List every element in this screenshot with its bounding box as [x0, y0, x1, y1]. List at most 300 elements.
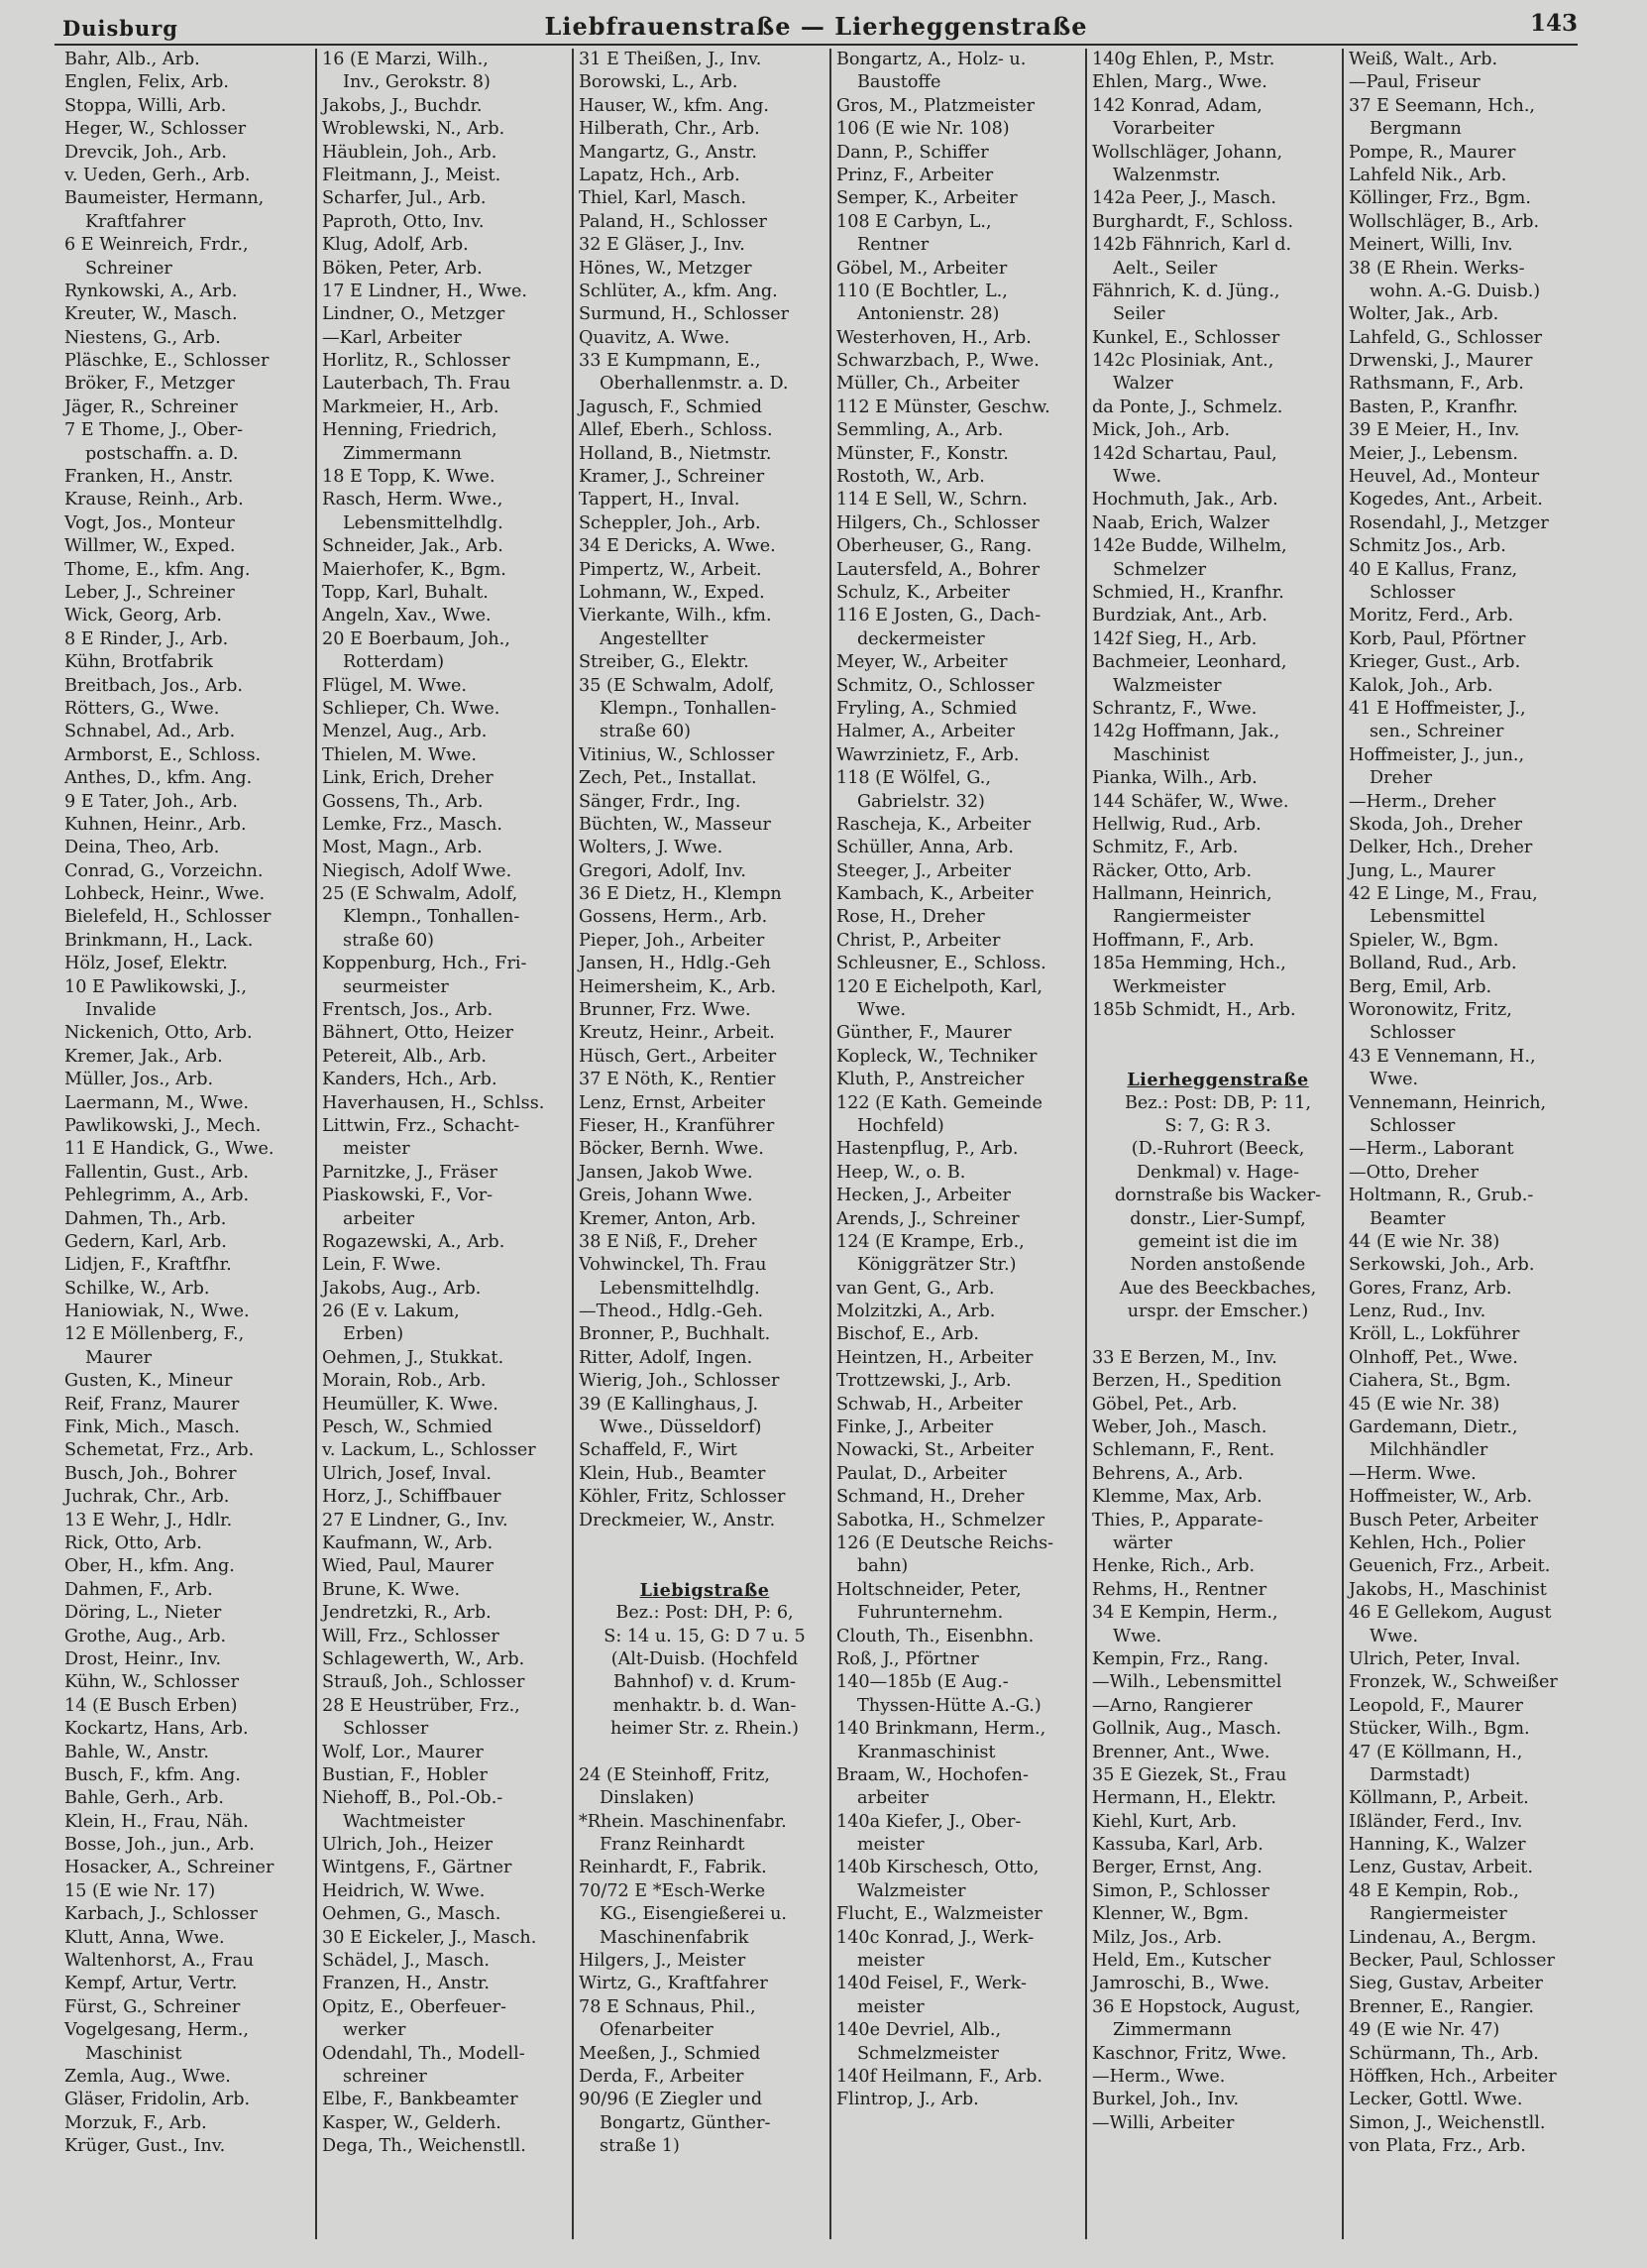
directory-entry: 24 (E Steinhoff, Fritz, — [579, 1764, 770, 1785]
directory-entry: Lahfeld, G., Schlosser — [1349, 327, 1543, 348]
entry-continuation: Schlosser — [1370, 582, 1456, 603]
directory-entry: Jagusch, F., Schmied — [579, 397, 762, 417]
directory-entry: Odendahl, Th., Modell- — [322, 2043, 525, 2064]
directory-entry: Woronowitz, Fritz, — [1349, 1000, 1512, 1021]
directory-entry: Kreuter, W., Masch. — [64, 304, 238, 325]
directory-entry: Juchrak, Chr., Arb. — [64, 1487, 230, 1508]
directory-entry: Olnhoff, Pet., Wwe. — [1349, 1347, 1518, 1368]
directory-entry: Gollnik, Aug., Masch. — [1092, 1719, 1282, 1740]
directory-entry: Greis, Johann Wwe. — [579, 1186, 753, 1206]
directory-entry: Mangartz, G., Anstr. — [579, 142, 757, 163]
directory-entry: Göbel, Pet., Arb. — [1092, 1394, 1238, 1415]
directory-entry: Bähnert, Otto, Heizer — [322, 1023, 513, 1044]
directory-entry: Rosendahl, J., Metzger — [1349, 512, 1549, 533]
directory-entry: Dega, Th., Weichenstll. — [322, 2136, 526, 2157]
directory-entry: Flügel, M. Wwe. — [322, 675, 467, 696]
entry-continuation: straße 1) — [600, 2136, 680, 2157]
directory-entry: Jäger, R., Schreiner — [64, 397, 238, 417]
blank-line — [1087, 1046, 1349, 1069]
directory-entry: Lahfeld Nik., Arb. — [1349, 165, 1507, 185]
directory-entry: —Theod., Hdlg.-Geh. — [579, 1302, 764, 1322]
directory-entry: 39 (E Kallinghaus, J. — [579, 1394, 759, 1415]
directory-entry: 38 (E Rhein. Werks- — [1349, 258, 1525, 279]
directory-entry: Lidjen, F., Kraftfhr. — [64, 1255, 232, 1276]
street-heading: Lierheggenstraße — [1127, 1070, 1309, 1091]
directory-entry: Gossens, Th., Arb. — [322, 791, 484, 812]
directory-entry: Schlemann, F., Rent. — [1092, 1440, 1275, 1461]
directory-entry: Lapatz, Hch., Arb. — [579, 165, 740, 185]
directory-entry: Wolf, Lor., Maurer — [322, 1742, 484, 1762]
directory-entry: Molzitzki, A., Arb. — [836, 1302, 996, 1322]
directory-entry: Hilgers, Ch., Schlosser — [836, 512, 1040, 533]
entry-continuation: Thyssen-Hütte A.-G.) — [857, 1695, 1042, 1716]
directory-entry: Clouth, Th., Eisenbhn. — [836, 1626, 1035, 1646]
directory-entry: Kempin, Frz., Rang. — [1092, 1648, 1269, 1669]
directory-entry: Jansen, Jakob Wwe. — [579, 1162, 753, 1183]
directory-entry: Lemke, Frz., Masch. — [322, 814, 503, 835]
directory-entry: Meinert, Willi, Inv. — [1349, 235, 1513, 256]
directory-entry: Kremer, Anton, Arb. — [579, 1208, 756, 1229]
column-6 — [1342, 49, 1605, 2239]
directory-entry: Jendretzki, R., Arb. — [322, 1603, 492, 1624]
directory-entry: Hecken, J., Arbeiter — [836, 1186, 1011, 1206]
directory-entry: Krieger, Gust., Arb. — [1349, 652, 1521, 673]
directory-entry: Kempf, Artur, Vertr. — [64, 1974, 238, 1994]
directory-entry: Kassuba, Karl, Arb. — [1092, 1835, 1263, 1856]
directory-entry: 122 (E Kath. Gemeinde — [836, 1092, 1043, 1113]
directory-entry: Thielen, M. Wwe. — [322, 744, 478, 765]
directory-entry: Breitbach, Jos., Arb. — [64, 675, 243, 696]
directory-entry: Schlagewerth, W., Arb. — [322, 1648, 525, 1669]
entry-continuation: Oberhallenmstr. a. D. — [600, 374, 789, 395]
directory-entry: Kaschnor, Fritz, Wwe. — [1092, 2043, 1287, 2064]
directory-entry: Leopold, F., Maurer — [1349, 1695, 1523, 1716]
directory-entry: Brunner, Frz. Wwe. — [579, 1000, 751, 1021]
directory-entry: 30 E Eickeler, J., Masch. — [322, 1927, 537, 1948]
entry-continuation: Walzer — [1113, 374, 1173, 395]
directory-entry: Münster, F., Konstr. — [836, 443, 1009, 464]
directory-entry: Zech, Pet., Installat. — [579, 768, 757, 789]
directory-entry: 45 (E wie Nr. 38) — [1349, 1394, 1500, 1415]
directory-entry: Willmer, W., Exped. — [64, 536, 236, 557]
directory-entry: Wroblewski, N., Arb. — [322, 119, 505, 140]
page-number: 143 — [1529, 10, 1578, 37]
blank-line — [1087, 1022, 1349, 1045]
entry-continuation: Seiler — [1113, 304, 1165, 325]
directory-entry: Englen, Felix, Arb. — [64, 72, 229, 93]
directory-entry: 142b Fähnrich, Karl d. — [1092, 235, 1292, 256]
directory-entry: Krüger, Gust., Inv. — [64, 2136, 226, 2157]
directory-entry: Jakobs, H., Maschinist — [1349, 1579, 1547, 1600]
blank-line — [574, 1742, 835, 1764]
directory-entry: Köllmann, P., Arbeit. — [1349, 1788, 1529, 1809]
entry-continuation: Kranmaschinist — [857, 1742, 996, 1762]
directory-entry: 18 E Topp, K. Wwe. — [322, 467, 495, 488]
entry-continuation: Schlosser — [343, 1719, 429, 1740]
directory-entry: —Paul, Friseur — [1349, 72, 1481, 93]
entry-continuation: meister — [857, 1835, 925, 1856]
directory-entry: Stoppa, Willi, Arb. — [64, 95, 227, 116]
directory-entry: Burghardt, F., Schloss. — [1092, 211, 1294, 232]
directory-entry: Kalok, Joh., Arb. — [1349, 675, 1493, 696]
directory-entry: Littwin, Frz., Schacht- — [322, 1115, 520, 1136]
directory-entry: Wied, Paul, Maurer — [322, 1556, 494, 1577]
directory-entry: Haniowiak, N., Wwe. — [64, 1302, 250, 1322]
directory-entry: 142f Sieg, H., Arb. — [1092, 628, 1258, 649]
directory-entry: Ulrich, Joh., Heizer — [322, 1835, 494, 1856]
entry-continuation: meister — [343, 1139, 410, 1160]
entry-continuation: Schreiner — [85, 258, 172, 279]
directory-entry: Hoffmann, F., Arb. — [1092, 930, 1255, 951]
directory-entry: 44 (E wie Nr. 38) — [1349, 1231, 1500, 1252]
directory-entry: —Herm., Dreher — [1349, 791, 1496, 812]
directory-entry: Bustian, F., Hobler — [322, 1764, 488, 1785]
directory-entry: Markmeier, H., Arb. — [322, 397, 499, 417]
directory-entry: Weiß, Walt., Arb. — [1349, 50, 1498, 69]
directory-entry: Gardemann, Dietr., — [1349, 1418, 1518, 1438]
entry-continuation: Walzmeister — [857, 1880, 966, 1901]
entry-continuation: Walzenmstr. — [1113, 165, 1221, 185]
directory-entry: Kramer, J., Schreiner — [579, 467, 765, 488]
directory-entry: Holland, B., Nietmstr. — [579, 443, 772, 464]
directory-entry: —Wilh., Lebensmittel — [1092, 1672, 1282, 1693]
entry-continuation: meister — [857, 1951, 925, 1972]
directory-entry: Wolters, J. Wwe. — [579, 838, 723, 858]
directory-entry: Most, Magn., Arb. — [322, 838, 483, 858]
directory-entry: Brinkmann, H., Lack. — [64, 930, 254, 951]
street-description-line: Bahnhof) v. d. Krum- — [613, 1672, 796, 1693]
directory-entry: Fieser, H., Kranführer — [579, 1115, 775, 1136]
directory-entry: 116 E Josten, G., Dach- — [836, 606, 1042, 626]
directory-entry: 112 E Münster, Geschw. — [836, 397, 1050, 417]
directory-entry: Klein, Hub., Beamter — [579, 1463, 766, 1484]
directory-entry: —Willi, Arbeiter — [1092, 2112, 1235, 2133]
directory-entry: Simon, P., Schlosser — [1092, 1880, 1269, 1901]
directory-entry: Sänger, Frdr., Ing. — [579, 791, 741, 812]
directory-entry: 140c Konrad, J., Werk- — [836, 1927, 1035, 1948]
entry-continuation: schreiner — [343, 2066, 427, 2087]
column-5 — [1085, 49, 1349, 2239]
directory-entry: Borowski, L., Arb. — [579, 72, 738, 93]
directory-entry: Flucht, E., Walzmeister — [836, 1904, 1043, 1925]
directory-entry: 8 E Rinder, J., Arb. — [64, 628, 229, 649]
directory-entry: Klug, Adolf, Arb. — [322, 235, 469, 256]
directory-entry: Becker, Paul, Schlosser — [1349, 1951, 1555, 1972]
directory-entry: Petereit, Alb., Arb. — [322, 1046, 487, 1067]
directory-entry: Brune, K. Wwe. — [322, 1579, 461, 1600]
directory-entry: Köhler, Fritz, Schlosser — [579, 1487, 786, 1508]
street-description-line: donstr., Lier-Sumpf, — [1130, 1208, 1306, 1229]
directory-entry: Günther, F., Maurer — [836, 1023, 1012, 1044]
entry-continuation: straße 60) — [600, 722, 692, 742]
directory-entry: Fleitmann, J., Meist. — [322, 165, 501, 185]
entry-continuation: wohn. A.-G. Duisb.) — [1370, 281, 1541, 301]
column-3 — [572, 49, 835, 2239]
directory-entry: Braam, W., Hochofen- — [836, 1764, 1029, 1785]
directory-entry: Schädel, J., Masch. — [322, 1951, 490, 1972]
blank-line — [1087, 1323, 1349, 1346]
entry-continuation: Rangiermeister — [1113, 907, 1251, 928]
directory-entry: Pimpertz, W., Arbeit. — [579, 559, 762, 580]
directory-entry: 32 E Gläser, J., Inv. — [579, 235, 745, 256]
city-name: Duisburg — [62, 16, 178, 41]
directory-entry: Drevcik, Joh., Arb. — [64, 142, 227, 163]
directory-entry: Tappert, H., Inval. — [579, 490, 740, 510]
directory-entry: 7 E Thome, J., Ober- — [64, 420, 244, 441]
directory-entry: 46 E Gellekom, August — [1349, 1603, 1552, 1624]
directory-entry: 140—185b (E Aug.- — [836, 1672, 1009, 1693]
entry-continuation: Invalide — [85, 1000, 157, 1021]
directory-entry: Gusten, K., Mineur — [64, 1371, 233, 1392]
directory-entry: 14 (E Busch Erben) — [64, 1695, 238, 1716]
directory-entry: Schmitz Jos., Arb. — [1349, 536, 1506, 557]
directory-entry: 26 (E v. Lakum, — [322, 1302, 460, 1322]
entry-continuation: Wwe. — [1370, 1626, 1419, 1646]
entry-continuation: Maurer — [85, 1347, 153, 1368]
directory-entry: Heep, W., o. B. — [836, 1162, 966, 1183]
directory-entry: Pehlegrimm, A., Arb. — [64, 1186, 250, 1206]
directory-entry: Ciahera, St., Bgm. — [1349, 1371, 1511, 1392]
directory-entry: Drwenski, J., Maurer — [1349, 351, 1533, 372]
directory-entry: 114 E Sell, W., Schrn. — [836, 490, 1028, 510]
blank-line — [574, 1555, 835, 1578]
directory-entry: 120 E Eichelpoth, Karl, — [836, 976, 1043, 997]
directory-entry: Busch, Joh., Bohrer — [64, 1463, 237, 1484]
directory-entry: Schemetat, Frz., Arb. — [64, 1440, 255, 1461]
column-1 — [59, 49, 321, 2239]
directory-entry: Lauterbach, Th. Frau — [322, 374, 511, 395]
directory-entry: Rogazewski, A., Arb. — [322, 1231, 505, 1252]
street-description-line: S: 7, G: R 3. — [1164, 1115, 1271, 1136]
directory-entry: Finke, J., Arbeiter — [836, 1418, 994, 1438]
entry-continuation: Wachtmeister — [343, 1811, 465, 1832]
directory-entry: Schaffeld, F., Wirt — [579, 1440, 737, 1461]
entry-continuation: postschaffn. a. D. — [85, 443, 239, 464]
directory-entry: 144 Schäfer, W., Wwe. — [1092, 791, 1289, 812]
entry-continuation: Maschinenfabrik — [600, 1927, 749, 1948]
directory-entry: Bröker, F., Metzger — [64, 374, 235, 395]
directory-entry: Lindner, O., Metzger — [322, 304, 505, 325]
directory-entry: 36 E Hopstock, August, — [1092, 1996, 1301, 2017]
entry-continuation: meister — [857, 1996, 925, 2017]
entry-continuation: Lebensmittel — [1370, 907, 1485, 928]
directory-entry: Schrantz, F., Wwe. — [1092, 698, 1258, 719]
entry-continuation: Erben) — [343, 1324, 404, 1345]
directory-entry: Hosacker, A., Schreiner — [64, 1858, 274, 1878]
entry-continuation: Angestellter — [600, 628, 709, 649]
directory-entry: Pianka, Wilh., Arb. — [1092, 768, 1258, 789]
directory-entry: 126 (E Deutsche Reichs- — [836, 1533, 1054, 1553]
directory-entry: 43 E Vennemann, H., — [1349, 1046, 1536, 1067]
directory-entry: 41 E Hoffmeister, J., — [1349, 698, 1526, 719]
directory-entry: Schwarzbach, P., Wwe. — [836, 351, 1040, 372]
entry-continuation: Wwe., Düsseldorf) — [600, 1418, 762, 1438]
street-description-line: dornstraße bis Wacker- — [1114, 1186, 1322, 1206]
entry-continuation: Darmstadt) — [1370, 1764, 1471, 1785]
directory-entry: Jung, L., Maurer — [1349, 860, 1495, 881]
entry-continuation: Inv., Gerokstr. 8) — [343, 72, 491, 93]
directory-entry: Semmling, A., Arb. — [836, 420, 1004, 441]
directory-entry: Hastenpflug, P., Arb. — [836, 1139, 1019, 1160]
directory-entry: Gregori, Adolf, Inv. — [579, 860, 746, 881]
directory-entry: 28 E Heustrüber, Frz., — [322, 1695, 520, 1716]
directory-entry: Leber, J., Schreiner — [64, 582, 235, 603]
directory-entry: 140f Heilmann, F., Arb. — [836, 2066, 1043, 2087]
header-rule — [55, 44, 1578, 46]
directory-entry: Held, Em., Kutscher — [1092, 1951, 1271, 1972]
directory-entry: 142c Plosiniak, Ant., — [1092, 351, 1274, 372]
directory-entry: Nickenich, Otto, Arb. — [64, 1023, 253, 1044]
directory-entry: Maierhofer, K., Bgm. — [322, 559, 506, 580]
directory-entry: Hilberath, Chr., Arb. — [579, 119, 760, 140]
directory-entry: 35 E Giezek, St., Frau — [1092, 1764, 1287, 1785]
directory-entry: Surmund, H., Schlosser — [579, 304, 790, 325]
entry-continuation: werker — [343, 2020, 406, 2041]
directory-entry: Jakobs, J., Buchdr. — [322, 95, 483, 116]
directory-entry: Lecker, Gottl. Wwe. — [1349, 2090, 1523, 2110]
directory-entry: 6 E Weinreich, Frdr., — [64, 235, 249, 256]
directory-columns — [59, 49, 1578, 2239]
directory-entry: —Otto, Dreher — [1349, 1162, 1480, 1183]
directory-entry: Bongartz, A., Holz- u. — [836, 50, 1027, 69]
directory-entry: Jansen, H., Hdlg.-Geh — [579, 954, 771, 974]
directory-entry: 142g Hoffmann, Jak., — [1092, 722, 1280, 742]
directory-entry: Fähnrich, K. d. Jüng., — [1092, 281, 1280, 301]
street-description-line: Aue des Beeckbaches, — [1119, 1278, 1317, 1299]
directory-entry: —Herm. Wwe. — [1349, 1463, 1477, 1484]
directory-entry: Weber, Joh., Masch. — [1092, 1418, 1267, 1438]
directory-entry: Göbel, M., Arbeiter — [836, 258, 1008, 279]
entry-continuation: Gabrielstr. 32) — [857, 791, 985, 812]
directory-entry: Fryling, A., Schmied — [836, 698, 1018, 719]
directory-entry: Hilgers, J., Meister — [579, 1951, 746, 1972]
directory-entry: Jamroschi, B., Wwe. — [1092, 1974, 1270, 1994]
directory-entry: Berger, Ernst, Ang. — [1092, 1858, 1263, 1878]
directory-entry: 140a Kiefer, J., Ober- — [836, 1811, 1022, 1832]
directory-entry: Kühn, W., Schlosser — [64, 1672, 240, 1693]
directory-entry: Gläser, Fridolin, Arb. — [64, 2090, 251, 2110]
directory-entry: Horlitz, R., Schlosser — [322, 351, 510, 372]
directory-entry: Zemla, Aug., Wwe. — [64, 2066, 231, 2087]
directory-entry: 31 E Theißen, J., Inv. — [579, 50, 762, 69]
directory-entry: Lohbeck, Heinr., Wwe. — [64, 884, 266, 905]
directory-entry: 70/72 E *Esch-Werke — [579, 1880, 766, 1901]
directory-entry: Rynkowski, A., Arb. — [64, 281, 238, 301]
directory-entry: Hochmuth, Jak., Arb. — [1092, 490, 1278, 510]
directory-entry: Ritter, Adolf, Ingen. — [579, 1347, 753, 1368]
directory-entry: Lautersfeld, A., Bohrer — [836, 559, 1040, 580]
directory-entry: Schulz, K., Arbeiter — [836, 582, 1010, 603]
directory-entry: 110 (E Bochtler, L., — [836, 281, 1008, 301]
entry-continuation: Beamter — [1370, 1208, 1446, 1229]
directory-entry: Link, Erich, Dreher — [322, 768, 494, 789]
directory-entry: v. Ueden, Gerh., Arb. — [64, 165, 251, 185]
directory-entry: 108 E Carbyn, L., — [836, 211, 992, 232]
directory-entry: 185b Schmidt, H., Arb. — [1092, 1000, 1296, 1021]
directory-entry: 37 E Seemann, Hch., — [1349, 95, 1536, 116]
directory-entry: Kreutz, Heinr., Arbeit. — [579, 1023, 775, 1044]
directory-entry: Morain, Rob., Arb. — [322, 1371, 487, 1392]
directory-entry: 140 Brinkmann, Herm., — [836, 1719, 1046, 1740]
street-description-line: S: 14 u. 15, G: D 7 u. 5 — [604, 1626, 806, 1646]
directory-entry: Parnitzke, J., Fräser — [322, 1162, 497, 1183]
directory-entry: Grothe, Aug., Arb. — [64, 1626, 227, 1646]
directory-entry: Haverhausen, H., Schlss. — [322, 1092, 545, 1113]
directory-entry: Flintrop, J., Arb. — [836, 2090, 979, 2110]
directory-entry: Heimersheim, K., Arb. — [579, 976, 777, 997]
directory-entry: 11 E Handick, G., Wwe. — [64, 1139, 274, 1160]
directory-entry: Angeln, Xav., Wwe. — [322, 606, 492, 626]
directory-entry: 142e Budde, Wilhelm, — [1092, 536, 1287, 557]
directory-entry: Böken, Peter, Arb. — [322, 258, 483, 279]
directory-entry: Wirtz, G., Kraftfahrer — [579, 1974, 768, 1994]
directory-entry: Hanning, K., Walzer — [1349, 1835, 1526, 1856]
directory-entry: 25 (E Schwalm, Adolf, — [322, 884, 518, 905]
street-description-line: Norden anstoßende — [1130, 1255, 1306, 1276]
directory-entry: Ober, H., kfm. Ang. — [64, 1556, 235, 1577]
directory-entry: Schleusner, E., Schloss. — [836, 954, 1046, 974]
directory-entry: Gros, M., Platzmeister — [836, 95, 1036, 116]
directory-entry: Klemme, Max, Arb. — [1092, 1487, 1263, 1508]
column-2 — [315, 49, 579, 2239]
directory-entry: Koppenburg, Hch., Fri- — [322, 954, 527, 974]
directory-entry: Kühn, Brotfabrik — [64, 652, 213, 673]
directory-entry: Lenz, Gustav, Arbeit. — [1349, 1858, 1533, 1878]
directory-entry: Wollschläger, B., Arb. — [1349, 211, 1540, 232]
entry-continuation: Fuhrunternehm. — [857, 1603, 1004, 1624]
directory-entry: Lenz, Rud., Inv. — [1349, 1302, 1486, 1322]
directory-entry: Ulrich, Josef, Inval. — [322, 1463, 492, 1484]
directory-entry: Bielefeld, H., Schlosser — [64, 907, 272, 928]
directory-entry: Bosse, Joh., jun., Arb. — [64, 1835, 255, 1856]
directory-entry: Horz, J., Schiffbauer — [322, 1487, 501, 1508]
directory-entry: 37 E Nöth, K., Rentier — [579, 1070, 776, 1090]
directory-entry: Vitinius, W., Schlosser — [579, 744, 775, 765]
directory-entry: Kuhnen, Heinr., Arb. — [64, 814, 247, 835]
directory-entry: Kiehl, Kurt, Arb. — [1092, 1811, 1238, 1832]
entry-continuation: Franz Reinhardt — [600, 1835, 745, 1856]
directory-entry: —Herm., Laborant — [1349, 1139, 1514, 1160]
directory-entry: Ulrich, Peter, Inval. — [1349, 1648, 1521, 1669]
directory-entry: Schüller, Anna, Arb. — [836, 838, 1014, 858]
directory-entry: Moritz, Ferd., Arb. — [1349, 606, 1514, 626]
directory-entry: Waltenhorst, A., Frau — [64, 1951, 255, 1972]
entry-continuation: Werkmeister — [1113, 976, 1226, 997]
directory-entry: Busch Peter, Arbeiter — [1349, 1510, 1538, 1531]
blank-line — [574, 1532, 835, 1555]
entry-continuation: Klempn., Tonhallen- — [600, 698, 777, 719]
directory-entry: v. Lackum, L., Schlosser — [322, 1440, 536, 1461]
directory-entry: Reif, Franz, Maurer — [64, 1394, 240, 1415]
directory-entry: Hermann, H., Elektr. — [1092, 1788, 1276, 1809]
directory-entry: Halmer, A., Arbeiter — [836, 722, 1016, 742]
directory-entry: 185a Hemming, Hch., — [1092, 954, 1286, 974]
directory-entry: Kaufmann, W., Arb. — [322, 1533, 494, 1553]
directory-entry: Berg, Emil, Arb. — [1349, 976, 1492, 997]
entry-continuation: Schlosser — [1370, 1023, 1456, 1044]
directory-entry: Schilke, W., Arb. — [64, 1278, 210, 1299]
directory-entry: Basten, P., Kranfhr. — [1349, 397, 1518, 417]
directory-entry: Kremer, Jak., Arb. — [64, 1046, 223, 1067]
directory-entry: Müller, Ch., Arbeiter — [836, 374, 1020, 395]
directory-entry: Paland, H., Schlosser — [579, 211, 767, 232]
directory-entry: Fink, Mich., Masch. — [64, 1418, 240, 1438]
directory-entry: Busch, F., kfm. Ang. — [64, 1764, 241, 1785]
directory-entry: Schürmann, Th., Arb. — [1349, 2043, 1539, 2064]
directory-entry: 78 E Schnaus, Phil., — [579, 1996, 756, 2017]
directory-entry: Pompe, R., Maurer — [1349, 142, 1516, 163]
directory-entry: Schwab, H., Arbeiter — [836, 1394, 1023, 1415]
